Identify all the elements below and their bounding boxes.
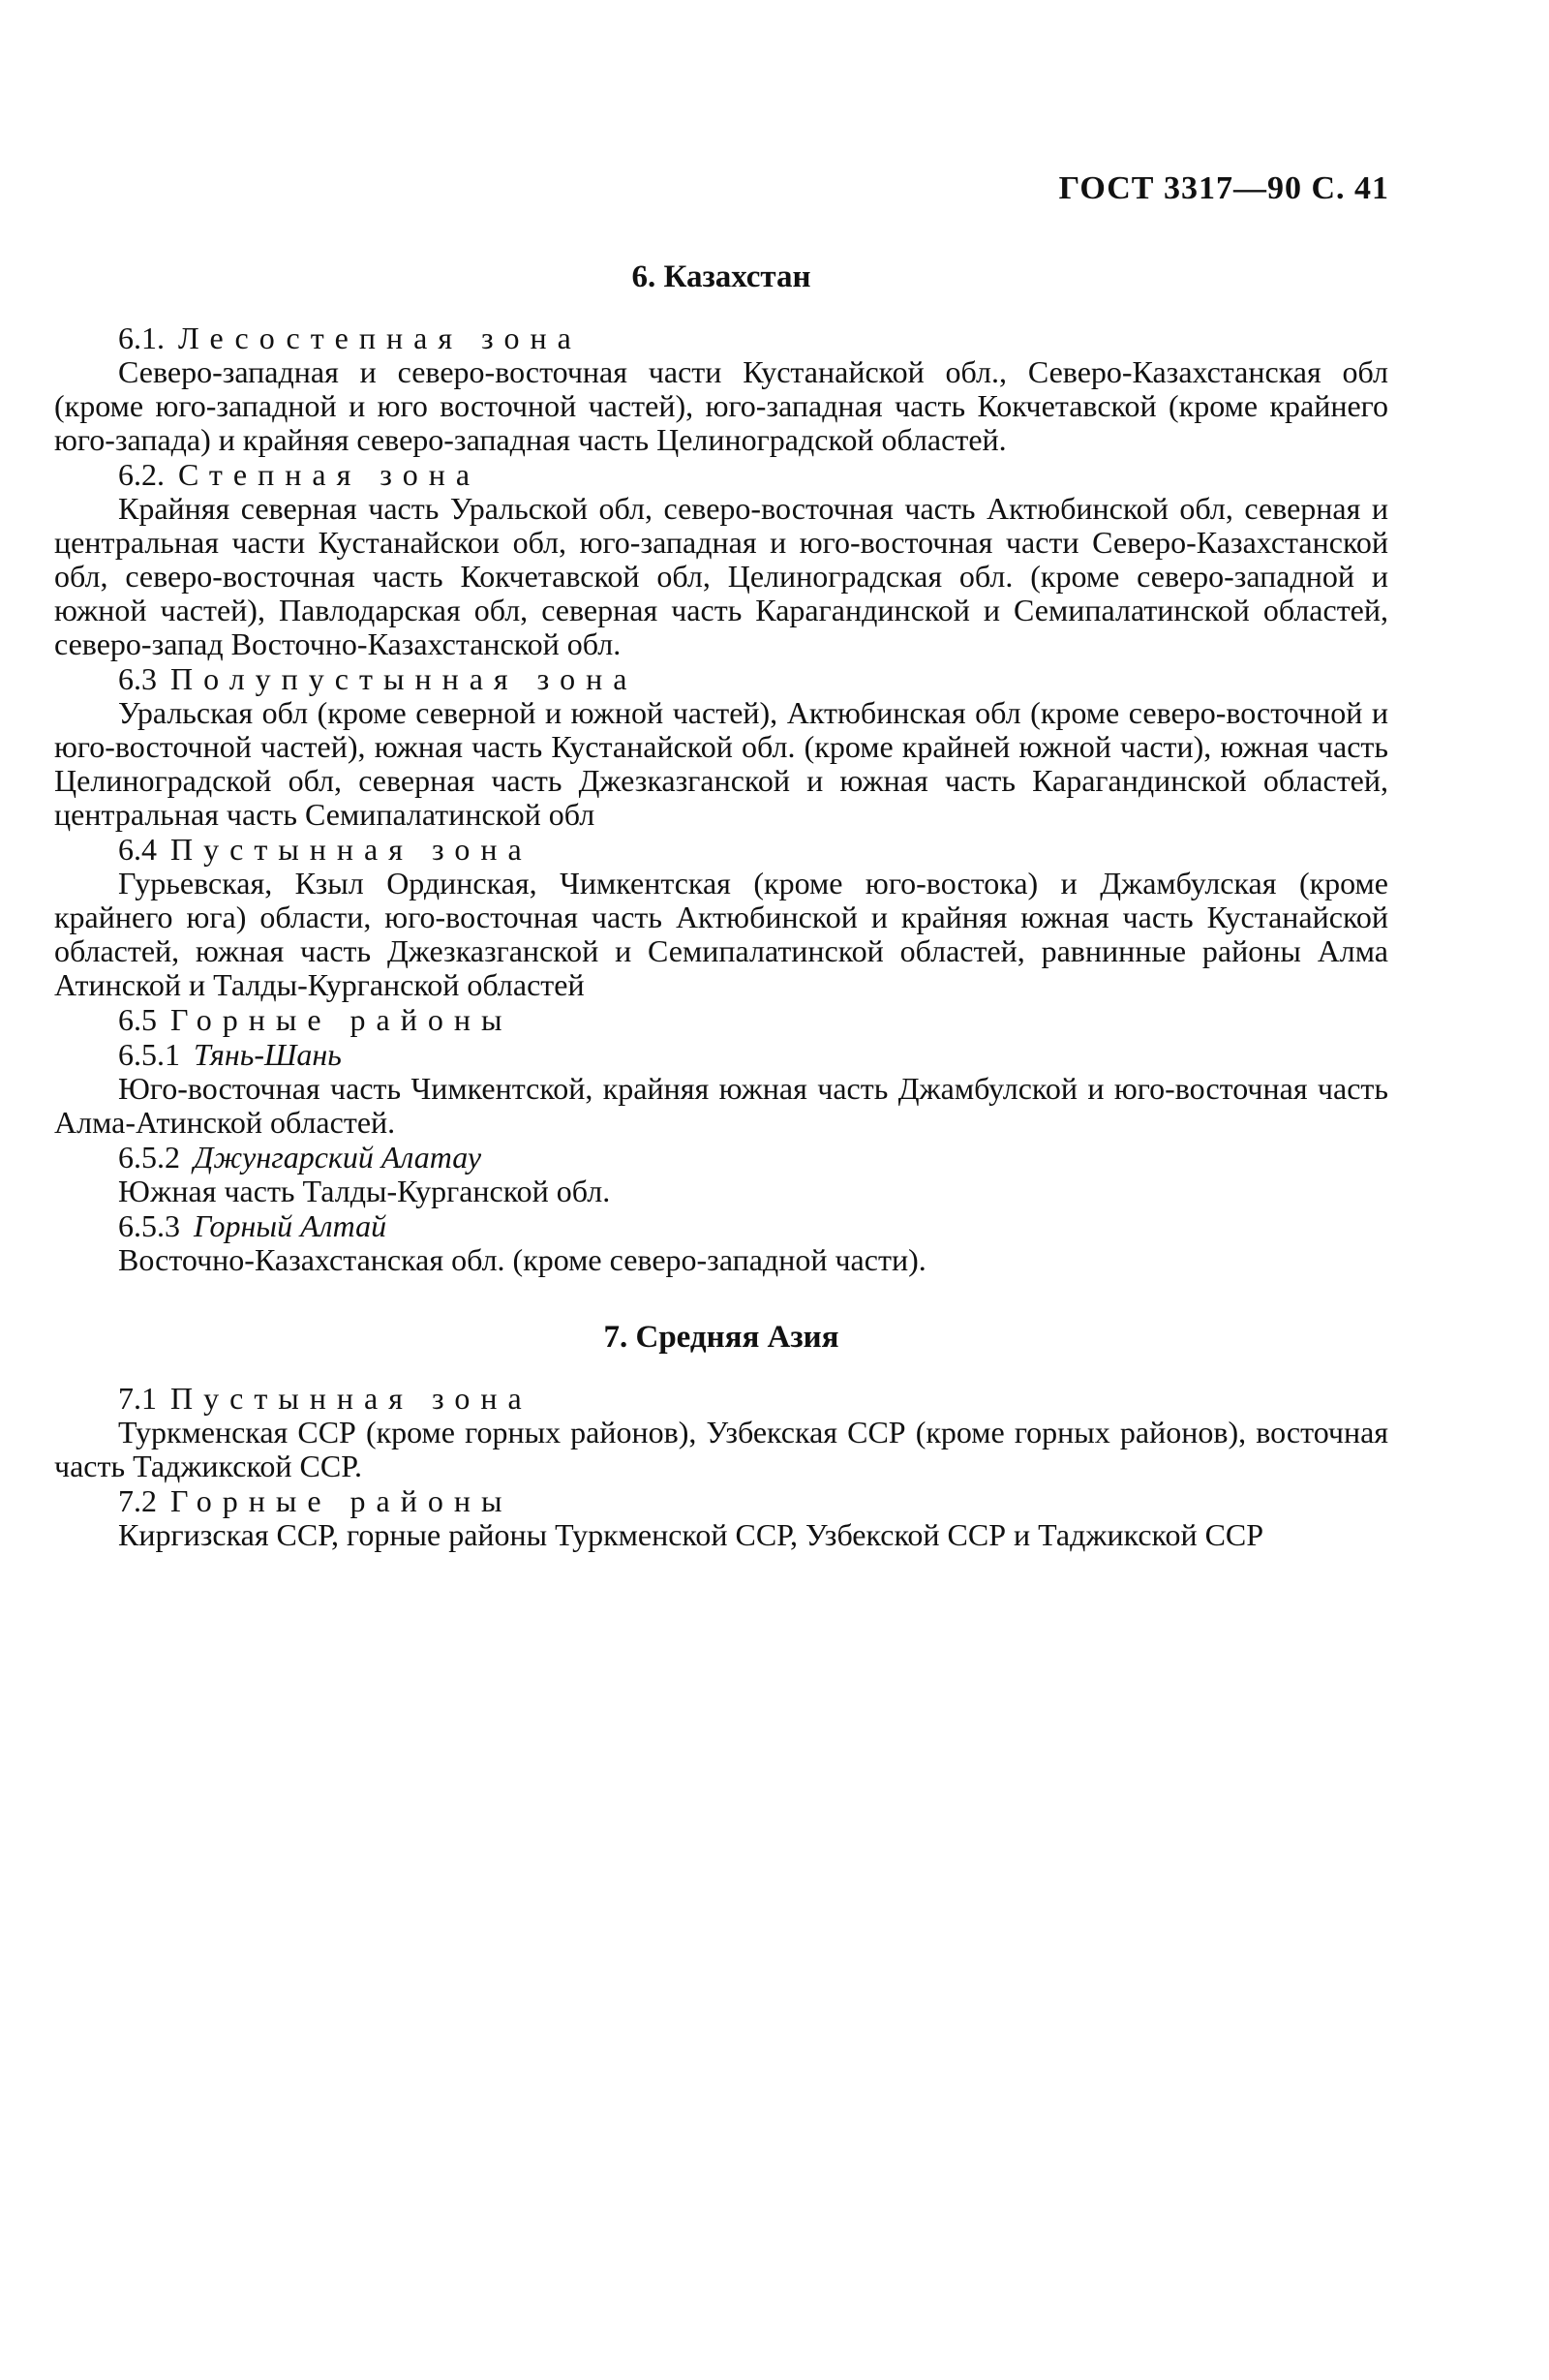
subzone-heading: 6.5.1 Тянь-Шань (118, 1037, 342, 1072)
zone-description: Северо-западная и северо-восточная части Кустанайской обл., Северо-Казахстанская обл (кроме юго-западной и юго восточной частей), юго-западная часть Кокчетавской (кроме крайнего юго-запада) и крайняя северо-западная часть Целиноградской областей. (54, 354, 1388, 457)
subzone-heading: 6.5.2 Джунгарский Алатау (118, 1140, 482, 1175)
zone-heading: 6.1. Лесостепная зона (118, 320, 582, 355)
page-content (54, 259, 1388, 1552)
zone-heading: 6.3 Полупустынная зона (118, 661, 638, 696)
zone-heading: 6.5 Горные районы (118, 1002, 513, 1037)
zone-heading: 7.2 Горные районы (118, 1483, 513, 1518)
zone-description: Гурьевская, Кзыл Ординская, Чимкентская (кроме юго-востока) и Джамбулская (кроме крайнего юга) области, юго-восточная часть Актюбинской и крайняя южная часть Кустанайской областей, южная часть Джезказганской и Семипалатинской областей, равнинные районы Алма Атинской и Талды-Курганской областей (54, 866, 1388, 1002)
zone-description: Киргизская ССР, горные районы Туркменской ССР, Узбекской ССР и Таджикской ССР (118, 1517, 1264, 1552)
section-title-central-asia: 7. Средняя Азия (603, 1320, 839, 1355)
zone-heading: 6.4 Пустынная зона (118, 832, 532, 867)
zone-description: Юго-восточная часть Чимкентской, крайняя южная часть Джамбулской и юго-восточная часть Алма-Атинской областей. (54, 1071, 1388, 1140)
page-header: ГОСТ 3317—90 С. 41 (1058, 170, 1389, 206)
zone-heading: 7.1 Пустынная зона (118, 1381, 532, 1416)
zone-description: Туркменская ССР (кроме горных районов), Узбекская ССР (кроме горных районов), восточная часть Таджикской ССР. (54, 1415, 1388, 1483)
section-title-kazakhstan: 6. Казахстан (631, 259, 811, 294)
subzone-heading: 6.5.3 Горный Алтай (118, 1208, 387, 1243)
zone-description: Крайняя северная часть Уральской обл, северо-восточная часть Актюбинской обл, северная и центральная части Кустанайскои обл, юго-западная и юго-восточная части Северо-Казахстанской обл, северо-восточная часть Кокчетавской обл, Целиноградская обл. (кроме северо-западной и южной частей), Павлодарская обл, северная часть Карагандинской и Семипалатинской областей, северо-запад Восточно-Казахстанской обл. (54, 491, 1388, 661)
zone-description: Южная часть Талды-Курганской обл. (118, 1174, 611, 1208)
zone-heading: 6.2. Степная зона (118, 457, 481, 492)
zone-description: Уральская обл (кроме северной и южной частей), Актюбинская обл (кроме северо-восточной и юго-восточной частей), южная часть Кустанайской обл. (кроме крайней южной части), южная часть Целиноградской обл, северная часть Джезказганской и южная часть Карагандинской областей, центральная часть Семипалатинской обл (54, 695, 1388, 832)
zone-description: Восточно-Казахстанская обл. (кроме северо-западной части). (118, 1242, 926, 1277)
